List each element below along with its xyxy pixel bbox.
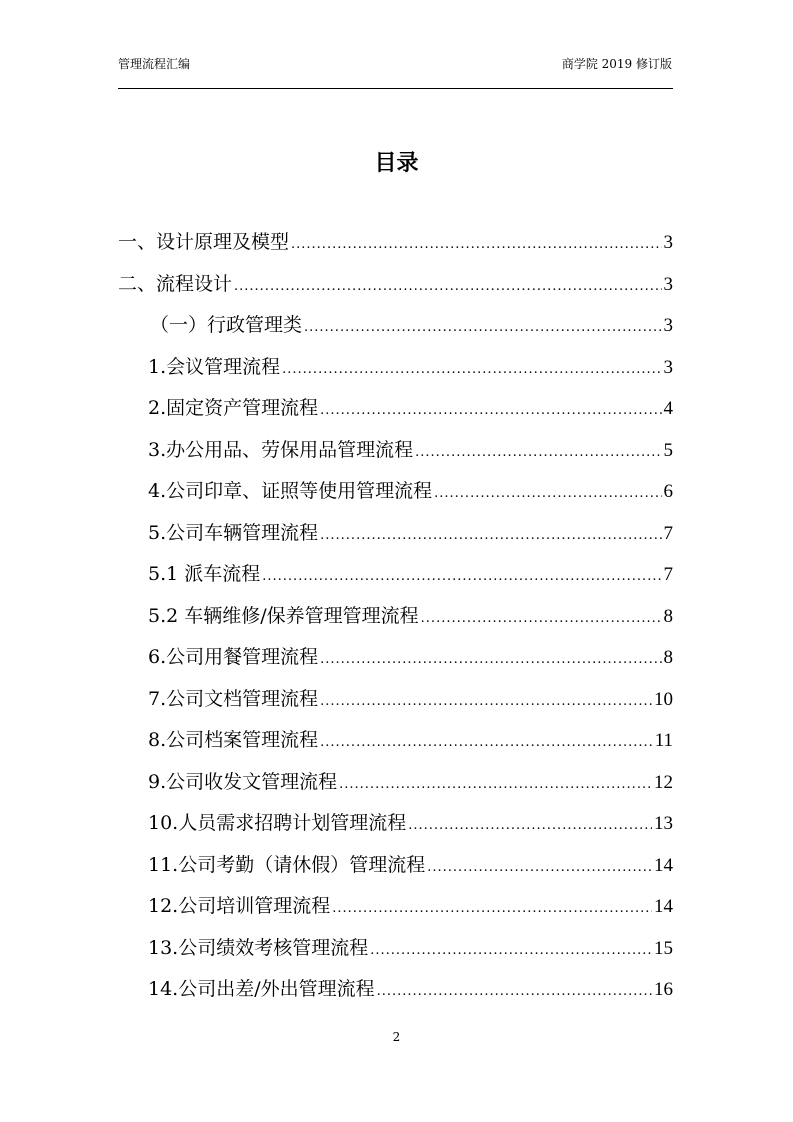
toc-entry[interactable] xyxy=(118,395,673,437)
toc-entry[interactable] xyxy=(118,312,673,354)
toc-entry-page: 3 xyxy=(663,356,673,378)
toc-entry[interactable] xyxy=(118,271,673,313)
toc-entry[interactable] xyxy=(118,437,673,479)
toc-entry-page: 11 xyxy=(654,730,673,751)
toc-leader-dots xyxy=(320,647,661,673)
toc-entry-label: 9.公司收发文管理流程 xyxy=(148,770,338,793)
toc-entry-label: 4.公司印章、证照等使用管理流程 xyxy=(148,480,433,502)
toc-leader-dots xyxy=(415,440,661,466)
toc-entry[interactable] xyxy=(118,478,673,520)
toc-entry-label: 12.公司培训管理流程 xyxy=(148,895,331,917)
page-number: 2 xyxy=(392,1030,401,1044)
page-title: 目录 xyxy=(374,150,419,176)
toc-entry[interactable] xyxy=(118,935,673,977)
toc-entry[interactable] xyxy=(118,354,673,396)
toc-entry-label: 二、流程设计 xyxy=(118,272,233,295)
toc-leader-dots xyxy=(339,772,652,798)
toc-entry[interactable] xyxy=(118,229,673,271)
toc-leader-dots xyxy=(370,938,652,964)
toc-entry-page: 3 xyxy=(663,273,673,295)
toc-entry-label: 一、设计原理及模型 xyxy=(118,231,290,253)
toc-entry-page: 12 xyxy=(654,771,673,793)
toc-entry-page: 14 xyxy=(654,854,673,876)
toc-leader-dots xyxy=(262,564,661,590)
toc-entry[interactable] xyxy=(118,727,673,769)
toc-entry[interactable] xyxy=(118,769,673,811)
toc-leader-dots xyxy=(421,606,662,632)
toc-leader-dots xyxy=(377,979,652,1005)
header-rule xyxy=(118,88,673,89)
toc-leader-dots xyxy=(408,813,652,839)
toc-entry-label: 10.人员需求招聘计划管理流程 xyxy=(148,812,407,834)
toc-leader-dots xyxy=(434,481,661,507)
toc-leader-dots xyxy=(320,730,653,756)
header-left: 管理流程汇编 xyxy=(118,57,191,71)
toc-entry-label: 1.会议管理流程 xyxy=(148,355,281,378)
toc-leader-dots xyxy=(304,315,661,341)
toc-entry-page: 10 xyxy=(654,688,673,710)
toc-entry-page: 3 xyxy=(663,232,673,253)
toc-entry-page: 8 xyxy=(663,647,673,668)
toc-entry[interactable] xyxy=(118,520,673,562)
toc-entry-label: 13.公司绩效考核管理流程 xyxy=(148,936,369,959)
header-right: 商学院 2019 修订版 xyxy=(561,57,672,71)
toc-entry-page: 14 xyxy=(654,896,673,917)
toc-entry-label: 14.公司出差/外出管理流程 xyxy=(148,978,375,1000)
toc-entry[interactable] xyxy=(118,893,673,935)
toc-entry-label: 6.公司用餐管理流程 xyxy=(148,646,319,668)
toc-entry-label: 5.公司车辆管理流程 xyxy=(148,521,319,544)
toc-entry-page: 8 xyxy=(663,605,673,627)
toc-entry[interactable] xyxy=(118,686,673,728)
toc-entry-label: （一）行政管理类 xyxy=(150,314,303,336)
toc-entry-page: 3 xyxy=(663,315,673,336)
toc-entry-page: 16 xyxy=(654,979,673,1000)
toc-entry[interactable] xyxy=(118,976,673,1018)
toc-entry[interactable] xyxy=(118,852,673,894)
toc-entry[interactable] xyxy=(118,603,673,645)
toc-leader-dots xyxy=(320,398,661,424)
toc-entry-label: 5.1 派车流程 xyxy=(148,563,261,585)
toc-entry-label: 8.公司档案管理流程 xyxy=(148,729,319,751)
toc-entry-label: 11.公司考勤（请休假）管理流程 xyxy=(148,853,426,876)
toc-entry-page: 15 xyxy=(654,937,673,959)
toc-entry-page: 4 xyxy=(663,398,673,419)
toc-leader-dots xyxy=(427,855,652,881)
toc-entry-label: 5.2 车辆维修/保养管理管理流程 xyxy=(148,604,419,627)
toc-entry-page: 13 xyxy=(654,813,673,834)
toc-entry-label: 2.固定资产管理流程 xyxy=(148,397,319,419)
toc-leader-dots xyxy=(234,274,661,300)
toc-entry-page: 5 xyxy=(663,439,673,461)
toc-leader-dots xyxy=(320,523,661,549)
toc-entry[interactable] xyxy=(118,644,673,686)
toc-leader-dots xyxy=(332,896,652,922)
toc-leader-dots xyxy=(291,232,661,258)
toc-entry-page: 6 xyxy=(663,481,673,502)
toc-leader-dots xyxy=(282,357,661,383)
table-of-contents xyxy=(118,229,673,1018)
toc-entry-label: 7.公司文档管理流程 xyxy=(148,687,319,710)
toc-entry-page: 7 xyxy=(663,522,673,544)
toc-entry-page: 7 xyxy=(663,564,673,585)
toc-entry[interactable] xyxy=(118,561,673,603)
toc-entry-label: 3.办公用品、劳保用品管理流程 xyxy=(148,438,414,461)
toc-leader-dots xyxy=(320,689,652,715)
toc-entry[interactable] xyxy=(118,810,673,852)
